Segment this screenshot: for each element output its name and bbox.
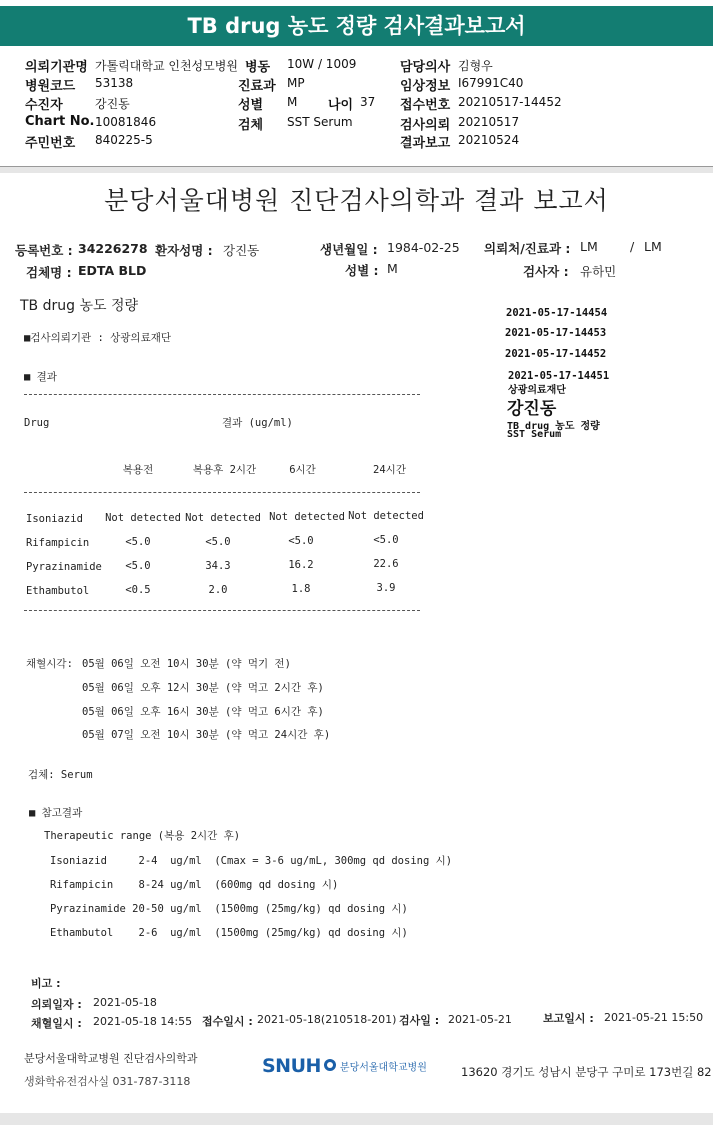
value-requesting-dept-2: LM bbox=[644, 239, 662, 254]
value-registration-no: 34226278 bbox=[78, 241, 148, 256]
table-cell: 3.9 bbox=[376, 582, 396, 594]
remark-label: 비고 : bbox=[31, 977, 61, 990]
time-col-pre: 복용전 bbox=[122, 464, 154, 476]
label-accession-no: 접수번호 bbox=[400, 98, 451, 113]
label-doctor: 담당의사 bbox=[400, 60, 451, 75]
drug-name-rifampicin: Rifampicin bbox=[26, 537, 90, 549]
label-tester: 검사자 : bbox=[523, 264, 569, 279]
dept-separator: / bbox=[630, 239, 635, 254]
value-received-datetime: 2021-05-18(210518-201) bbox=[257, 1013, 397, 1026]
value-requesting-dept-1: LM bbox=[580, 239, 598, 254]
label-hospital-code: 병원코드 bbox=[25, 79, 76, 94]
reference-row-ethambutol: Ethambutol 2-6 ug/ml (1500mg (25mg/kg) qd dosing 시) bbox=[50, 927, 408, 939]
label-collection-datetime: 채혈일시 : bbox=[31, 1017, 82, 1030]
drug-name-pyrazinamide: Pyrazinamide bbox=[26, 561, 102, 573]
label-req-date: 의뢰일자 : bbox=[31, 998, 82, 1011]
result-unit-header: 결과 (ug/ml) bbox=[222, 417, 293, 429]
footer-org: 분당서울대학교병원 진단검사의학과 bbox=[24, 1052, 198, 1065]
value-collection-datetime: 2021-05-18 14:55 bbox=[93, 1015, 193, 1028]
snuh-emblem-icon bbox=[324, 1059, 336, 1071]
reference-row-isoniazid: Isoniazid 2-4 ug/ml (Cmax = 3-6 ug/mL, 300mg qd dosing 시) bbox=[50, 855, 453, 867]
label-age: 나이 bbox=[328, 98, 354, 113]
value-age: 37 bbox=[360, 95, 376, 109]
test-name: TB drug 농도 정량 bbox=[20, 298, 139, 314]
value-sex: M bbox=[287, 95, 298, 109]
label-request-date: 검사의뢰 bbox=[400, 118, 451, 133]
snuh-logo-korean: 분당서울대학교병원 bbox=[339, 1062, 427, 1074]
label-test-date: 검사일 : bbox=[399, 1014, 440, 1027]
table-cell: <5.0 bbox=[125, 536, 151, 548]
label-ward: 병동 bbox=[245, 60, 271, 75]
patient-info-block bbox=[0, 48, 713, 167]
label-report-date: 결과보고 bbox=[400, 136, 451, 151]
therapeutic-range-title: Therapeutic range (복용 2시간 후) bbox=[44, 830, 241, 842]
table-cell: 34.3 bbox=[205, 560, 231, 572]
scanned-report bbox=[0, 173, 713, 1113]
barcode-label-1: 2021-05-17-14454 bbox=[506, 307, 608, 319]
label-specimen-name: 검체명 : bbox=[26, 265, 72, 280]
label-requesting-org: 의뢰기관명 bbox=[25, 60, 88, 75]
stamp-org: 상광의료재단 bbox=[508, 385, 566, 396]
sampling-label: 채혈시각: bbox=[26, 658, 73, 670]
value-clinical-info: I67991C40 bbox=[458, 76, 524, 90]
table-rule-bottom bbox=[24, 610, 420, 611]
label-registration-no: 등록번호 : bbox=[15, 243, 73, 258]
label-chart-no: Chart No. bbox=[25, 114, 95, 129]
value-patient-name: 강진동 bbox=[223, 243, 260, 258]
report-header-title: TB drug 농도 정량 검사결과보고서 bbox=[187, 14, 526, 38]
sampling-time-3: 05월 06일 오후 16시 30분 (약 먹고 6시간 후) bbox=[82, 706, 324, 718]
value-report-date: 20210524 bbox=[458, 133, 520, 147]
label-report-datetime: 보고일시 : bbox=[543, 1012, 594, 1025]
snuh-logo bbox=[262, 1055, 427, 1081]
value-report-datetime: 2021-05-21 15:50 bbox=[604, 1011, 704, 1024]
table-cell: 22.6 bbox=[373, 558, 399, 570]
drug-name-ethambutol: Ethambutol bbox=[26, 585, 90, 597]
table-cell: 1.8 bbox=[291, 583, 311, 595]
label-specimen: 검체 bbox=[238, 118, 264, 133]
stamp-test-name: TB drug 농도 정량 bbox=[507, 421, 600, 432]
value-request-date: 20210517 bbox=[458, 115, 520, 129]
table-cell: <5.0 bbox=[125, 560, 151, 572]
table-rule-mid bbox=[24, 492, 420, 493]
label-department: 진료과 bbox=[238, 79, 276, 94]
value-dob: 1984-02-25 bbox=[387, 240, 460, 255]
label-sex: 성별 bbox=[238, 98, 264, 113]
sampling-time-4: 05월 07일 오전 10시 30분 (약 먹고 24시간 후) bbox=[82, 729, 331, 741]
hospital-address: 13620 경기도 성남시 분당구 구미로 173번길 82 bbox=[461, 1065, 712, 1079]
label-patient-name: 환자성명 : bbox=[155, 243, 213, 258]
footer-lab-phone: 생화학유전검사실 031-787-3118 bbox=[24, 1075, 191, 1088]
label-clinical-info: 임상정보 bbox=[400, 79, 451, 94]
report-header-bar bbox=[0, 6, 713, 46]
label-requesting-dept: 의뢰처/진료과 : bbox=[484, 241, 571, 256]
value-tester: 유하민 bbox=[580, 264, 617, 279]
label-patient: 수진자 bbox=[25, 98, 63, 113]
table-cell: Not detected bbox=[105, 512, 181, 524]
value-hospital-code: 53138 bbox=[95, 76, 134, 90]
value-requesting-org: 가톨릭대학교 인천성모병원 bbox=[95, 59, 238, 73]
result-heading: ■ 결과 bbox=[24, 371, 57, 383]
bottom-margin bbox=[0, 1113, 713, 1125]
stamp-patient-name: 강진동 bbox=[507, 399, 557, 419]
drug-column-header: Drug bbox=[24, 417, 50, 429]
value-department: MP bbox=[287, 76, 305, 90]
value-patient: 강진동 bbox=[95, 97, 130, 111]
table-cell: <5.0 bbox=[288, 535, 314, 547]
specimen-line: 검체: Serum bbox=[28, 769, 93, 781]
barcode-label-2: 2021-05-17-14453 bbox=[505, 327, 607, 339]
reference-heading: ■ 참고결과 bbox=[29, 807, 83, 819]
value-ward: 10W / 1009 bbox=[287, 57, 357, 71]
label-resident-no: 주민번호 bbox=[25, 136, 76, 151]
reference-row-pyrazinamide: Pyrazinamide 20-50 ug/ml (1500mg (25mg/kg) qd dosing 시) bbox=[50, 903, 408, 915]
stamp-specimen: SST Serum bbox=[507, 429, 562, 440]
table-cell: <5.0 bbox=[373, 534, 399, 546]
label-dob: 생년월일 : bbox=[320, 242, 378, 257]
label-sex-report: 성별 : bbox=[345, 263, 379, 278]
label-received-datetime: 접수일시 : bbox=[202, 1015, 253, 1028]
reference-row-rifampicin: Rifampicin 8-24 ug/ml (600mg qd dosing 시) bbox=[50, 879, 339, 891]
table-cell: <5.0 bbox=[205, 536, 231, 548]
time-col-2h: 복용후 2시간 bbox=[192, 464, 257, 476]
table-cell: 16.2 bbox=[288, 559, 314, 571]
drug-name-isoniazid: Isoniazid bbox=[26, 513, 83, 525]
report-title: 분당서울대병원 진단검사의학과 결과 보고서 bbox=[104, 186, 609, 215]
value-doctor: 김형우 bbox=[458, 59, 493, 73]
table-cell: Not detected bbox=[348, 510, 424, 522]
table-cell: <0.5 bbox=[125, 584, 151, 596]
value-chart-no: 10081846 bbox=[95, 115, 157, 129]
value-specimen: SST Serum bbox=[287, 115, 353, 129]
table-cell: Not detected bbox=[269, 511, 345, 523]
value-accession-no: 20210517-14452 bbox=[458, 95, 562, 109]
value-sex-report: M bbox=[387, 261, 398, 276]
time-col-24h: 24시간 bbox=[373, 464, 406, 476]
table-cell: 2.0 bbox=[208, 584, 228, 596]
barcode-label-3: 2021-05-17-14452 bbox=[505, 348, 607, 360]
sampling-time-2: 05월 06일 오후 12시 30분 (약 먹고 2시간 후) bbox=[82, 682, 324, 694]
sampling-time-1: 05월 06일 오전 10시 30분 (약 먹기 전) bbox=[82, 658, 291, 670]
value-test-date: 2021-05-21 bbox=[448, 1013, 512, 1026]
snuh-logo-text: SNUH bbox=[262, 1055, 321, 1077]
table-rule-top bbox=[24, 394, 420, 395]
table-cell: Not detected bbox=[185, 512, 261, 524]
value-specimen-name: EDTA BLD bbox=[78, 263, 147, 278]
barcode-label-4: 2021-05-17-14451 bbox=[508, 370, 610, 382]
value-resident-no: 840225-5 bbox=[95, 133, 153, 147]
lab-info-line: ■검사의뢰기관 : 상광의료재단 bbox=[24, 332, 172, 344]
time-col-6h: 6시간 bbox=[289, 464, 316, 476]
value-req-date: 2021-05-18 bbox=[93, 996, 157, 1009]
